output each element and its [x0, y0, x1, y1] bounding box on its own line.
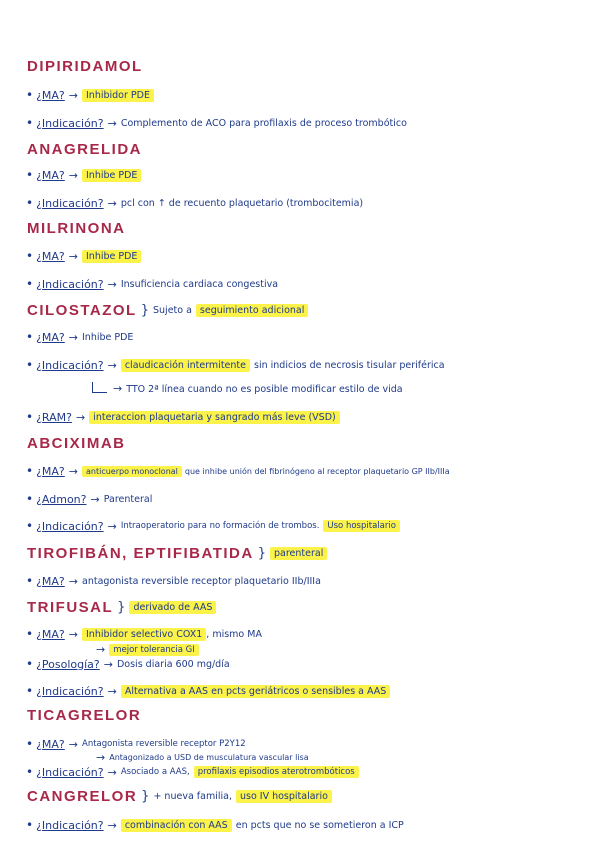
question-admon: ¿Admon? — [36, 492, 87, 506]
arrow-icon: → — [107, 765, 117, 779]
answer-indicacion-highlight: Uso hospitalario — [323, 520, 400, 532]
row-anagrelida-ind — [26, 196, 363, 210]
answer-ma: Inhibe PDE — [82, 331, 134, 343]
question-ram: ¿RAM? — [36, 410, 72, 424]
answer-ma: que inhibe unión del fibrinógeno al receptor plaquetario GP IIb/IIIa — [184, 466, 450, 476]
note-text: + nueva familia, — [153, 791, 232, 802]
note-highlight: seguimiento adicional — [196, 304, 308, 317]
question-ma: ¿MA? — [36, 627, 65, 641]
heading-tirofiban: TIROFIBÁN, EPTIFIBATIDA — [27, 545, 254, 562]
arrow-icon: → — [103, 657, 113, 671]
answer-indicacion: Asociado a AAS, — [120, 767, 190, 777]
arrow-icon: → — [68, 627, 78, 641]
answer-indicacion: Complemento de ACO para profilaxis de proceso trombótico — [120, 117, 407, 129]
answer-ma-sub: Antagonizado a USD de musculatura vascular lisa — [109, 753, 309, 762]
row-trifusal-pos — [26, 657, 230, 671]
arrow-icon: → — [68, 330, 78, 344]
question-indicacion: ¿Indicación? — [36, 684, 104, 698]
row-trifusal-ma — [26, 627, 262, 641]
answer-indicacion: Insuficiencia cardiaca congestiva — [120, 278, 279, 290]
answer-ma-sub: mejor tolerancia GI — [109, 644, 199, 656]
arrow-icon: → — [107, 116, 117, 130]
heading-ticagrelor: TICAGRELOR — [27, 707, 142, 724]
bullet: • — [26, 684, 34, 698]
bullet: • — [26, 330, 34, 344]
row-ticagrelor-ma — [26, 737, 246, 751]
row-cangrelor-ind — [26, 818, 404, 832]
row-trifusal-heading — [27, 599, 216, 616]
answer-ma: Inhibe PDE — [82, 169, 141, 182]
arrow-icon: → — [96, 751, 106, 764]
cilostazol-sub-note — [92, 382, 403, 395]
note-highlight: parenteral — [270, 547, 327, 560]
arrow-icon: → — [68, 737, 78, 751]
answer-posologia: Dosis diaria 600 mg/día — [116, 658, 230, 670]
heading-cangrelor: CANGRELOR — [27, 788, 138, 805]
answer-ma-highlight: Inhibidor selectivo COX1 — [82, 628, 206, 641]
question-ma: ¿MA? — [36, 464, 65, 478]
row-tirofiban-heading — [27, 545, 327, 562]
bullet: • — [26, 574, 34, 588]
arrow-icon: → — [75, 410, 86, 424]
row-cilostazol-ram — [26, 410, 340, 424]
row-ticagrelor-ma-sub — [92, 751, 309, 764]
answer-ma: antagonista reversible receptor plaquetario IIb/IIIa — [82, 575, 321, 587]
row-dipiridamol-ind — [26, 116, 407, 130]
bullet: • — [26, 765, 34, 779]
arrow-icon: → — [90, 492, 100, 506]
arrow-icon: → — [107, 358, 117, 372]
arrow-icon: → — [107, 519, 117, 533]
bullet: • — [26, 277, 34, 291]
bullet: • — [26, 818, 34, 832]
question-indicacion: ¿Indicación? — [36, 358, 104, 372]
bullet: • — [26, 116, 34, 130]
question-ma: ¿MA? — [36, 88, 65, 102]
question-indicacion: ¿Indicación? — [36, 519, 104, 533]
brace-icon: } — [141, 789, 150, 804]
bullet: • — [26, 88, 34, 102]
question-ma: ¿MA? — [36, 330, 65, 344]
brace-icon: } — [117, 600, 126, 615]
answer-indicacion: pcl con ↑ de recuento plaquetario (trombocitemia) — [120, 197, 364, 209]
heading-abciximab: ABCIXIMAB — [27, 435, 126, 452]
row-trifusal-ma-sub — [92, 643, 199, 656]
row-abciximab-ma — [26, 464, 450, 478]
brace-icon: } — [257, 546, 266, 561]
arrow-icon: → — [68, 249, 78, 263]
answer-indicacion: en pcts que no se sometieron a ICP — [235, 819, 404, 831]
bullet: • — [26, 410, 34, 424]
answer-indicacion-highlight: profilaxis episodios aterotrombóticos — [194, 766, 359, 778]
bullet: • — [26, 249, 34, 263]
answer-indicacion: sin indicios de necrosis tisular periférica — [254, 359, 445, 371]
row-anagrelida-ma — [26, 168, 141, 182]
note-text: Sujeto a — [153, 305, 192, 316]
brace-icon: } — [140, 303, 149, 318]
bullet: • — [26, 627, 34, 641]
row-cangrelor-heading — [27, 788, 332, 805]
heading-milrinona: MILRINONA — [27, 220, 126, 237]
bullet: • — [26, 737, 34, 751]
arrow-icon: → — [107, 818, 117, 832]
heading-anagrelida: ANAGRELIDA — [27, 141, 142, 158]
row-cilostazol-ma — [26, 330, 133, 344]
answer-ma: Inhibe PDE — [82, 250, 141, 263]
note-highlight: uso IV hospitalario — [236, 790, 332, 803]
row-ticagrelor-ind — [26, 765, 359, 779]
bullet: • — [26, 464, 34, 478]
arrow-icon: → — [107, 196, 117, 210]
row-abciximab-ind — [26, 519, 400, 533]
sub-text: TTO 2ª línea cuando no es posible modificar estilo de vida — [126, 384, 403, 395]
answer-ma: Inhibidor PDE — [82, 89, 154, 102]
answer-indicacion-highlight: combinación con AAS — [121, 819, 232, 832]
answer-indicacion-highlight: claudicación intermitente — [121, 359, 250, 372]
answer-indicacion: Intraoperatorio para no formación de trombos. — [120, 521, 320, 531]
answer-ram: interaccion plaquetaria y sangrado más leve (VSD) — [89, 411, 340, 424]
bullet: • — [26, 168, 34, 182]
answer-ma: , mismo MA — [206, 628, 262, 640]
answer-ma-highlight: anticuerpo monoclonal — [82, 466, 182, 477]
question-indicacion: ¿Indicación? — [36, 196, 104, 210]
bullet: • — [26, 519, 34, 533]
question-indicacion: ¿Indicación? — [36, 818, 104, 832]
question-ma: ¿MA? — [36, 168, 65, 182]
row-cilostazol-ind — [26, 358, 445, 372]
heading-trifusal: TRIFUSAL — [27, 599, 114, 616]
hook-arrow-icon — [92, 382, 107, 393]
row-cilostazol-heading — [27, 302, 308, 319]
arrow-icon: → — [107, 684, 117, 698]
arrow-icon: → — [113, 382, 123, 395]
arrow-icon: → — [96, 643, 106, 656]
answer-indicacion-highlight: Alternativa a AAS en pcts geriátricos o sensibles a AAS — [121, 685, 390, 698]
arrow-icon: → — [68, 574, 78, 588]
heading-dipiridamol: DIPIRIDAMOL — [27, 58, 143, 75]
row-milrinona-ma — [26, 249, 141, 263]
question-posologia: ¿Posología? — [36, 657, 100, 671]
question-ma: ¿MA? — [36, 249, 65, 263]
question-ma: ¿MA? — [36, 574, 65, 588]
bullet: • — [26, 196, 34, 210]
row-dipiridamol-ma — [26, 88, 154, 102]
question-indicacion: ¿Indicación? — [36, 116, 104, 130]
question-indicacion: ¿Indicación? — [36, 277, 104, 291]
note-highlight: derivado de AAS — [129, 601, 216, 614]
heading-cilostazol: CILOSTAZOL — [27, 302, 137, 319]
arrow-icon: → — [68, 168, 78, 182]
bullet: • — [26, 492, 34, 506]
row-abciximab-adm — [26, 492, 152, 506]
bullet: • — [26, 358, 34, 372]
row-milrinona-ind — [26, 277, 278, 291]
question-indicacion: ¿Indicación? — [36, 765, 104, 779]
answer-ma: Antagonista reversible receptor P2Y12 — [82, 739, 246, 749]
arrow-icon: → — [107, 277, 117, 291]
answer-admon: Parenteral — [103, 493, 153, 505]
arrow-icon: → — [68, 88, 78, 102]
arrow-icon: → — [68, 464, 78, 478]
bullet: • — [26, 657, 34, 671]
question-ma: ¿MA? — [36, 737, 65, 751]
row-tirofiban-ma — [26, 574, 321, 588]
row-trifusal-ind — [26, 684, 390, 698]
